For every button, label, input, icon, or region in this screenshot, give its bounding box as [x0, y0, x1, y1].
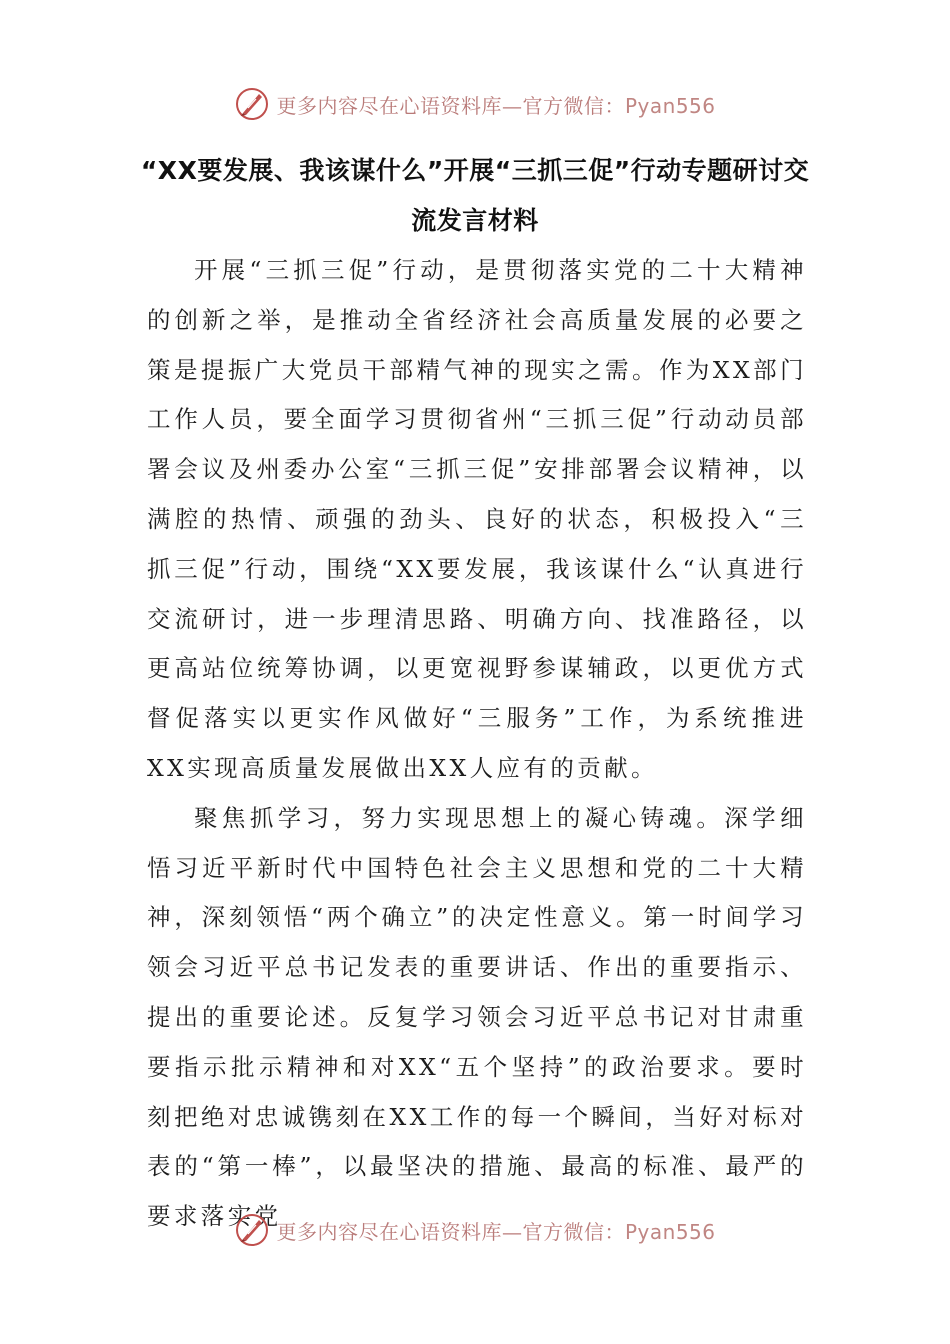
quill-pen-logo-icon [234, 1212, 270, 1248]
document-body [147, 246, 807, 1242]
body-paragraph: 开展“三抓三促”行动，是贯彻落实党的二十大精神的创新之举，是推动全省经济社会高质量发展的必要之策是提振广大党员干部精气神的现实之需。作为XX部门工作人员，要全面学习贯彻省州“三抓三促”行动动员部署会议及州委办公室“三抓三促”安排部署会议精神，以满腔的热情、顽强的劲头、良好的状态，积极投入“三抓三促”行动，围绕“XX要发展，我该谋什么“认真进行交流研讨，进一步理清思路、明确方向、找准路径，以更高站位统筹协调，以更宽视野参谋辅政，以更优方式督促落实以更实作风做好“三服务”工作，为系统推进XX实现高质量发展做出XX人应有的贡献。 [147, 256, 807, 782]
wechat-id: Pyan556 [624, 93, 716, 118]
document-title: “XX要发展、我该谋什么”开展“三抓三促”行动专题研讨交流发言材料 [140, 156, 810, 235]
header-watermark-banner [0, 84, 950, 124]
wechat-id: Pyan556 [624, 1219, 716, 1244]
footer-watermark-banner [0, 1210, 950, 1250]
watermark-text: 更多内容尽在心语资料库—官方微信：Pyan556 [276, 93, 716, 118]
body-paragraph: 聚焦抓学习，努力实现思想上的凝心铸魂。深学细悟习近平新时代中国特色社会主义思想和党的二十大精神，深刻领悟“两个确立”的决定性意义。第一时间学习领会习近平总书记发表的重要讲话、作出的重要指示、提出的重要论述。反复学习领会习近平总书记对甘肃重要指示批示精神和对XX“五个坚持”的政治要求。要时刻把绝对忠诚镌刻在XX工作的每一个瞬间，当好对标对表的“第一棒”，以最坚决的措施、最高的标准、最严的要求落实党 [147, 803, 807, 1231]
quill-pen-logo-icon [234, 86, 270, 122]
watermark-text: 更多内容尽在心语资料库—官方微信：Pyan556 [276, 1219, 716, 1244]
